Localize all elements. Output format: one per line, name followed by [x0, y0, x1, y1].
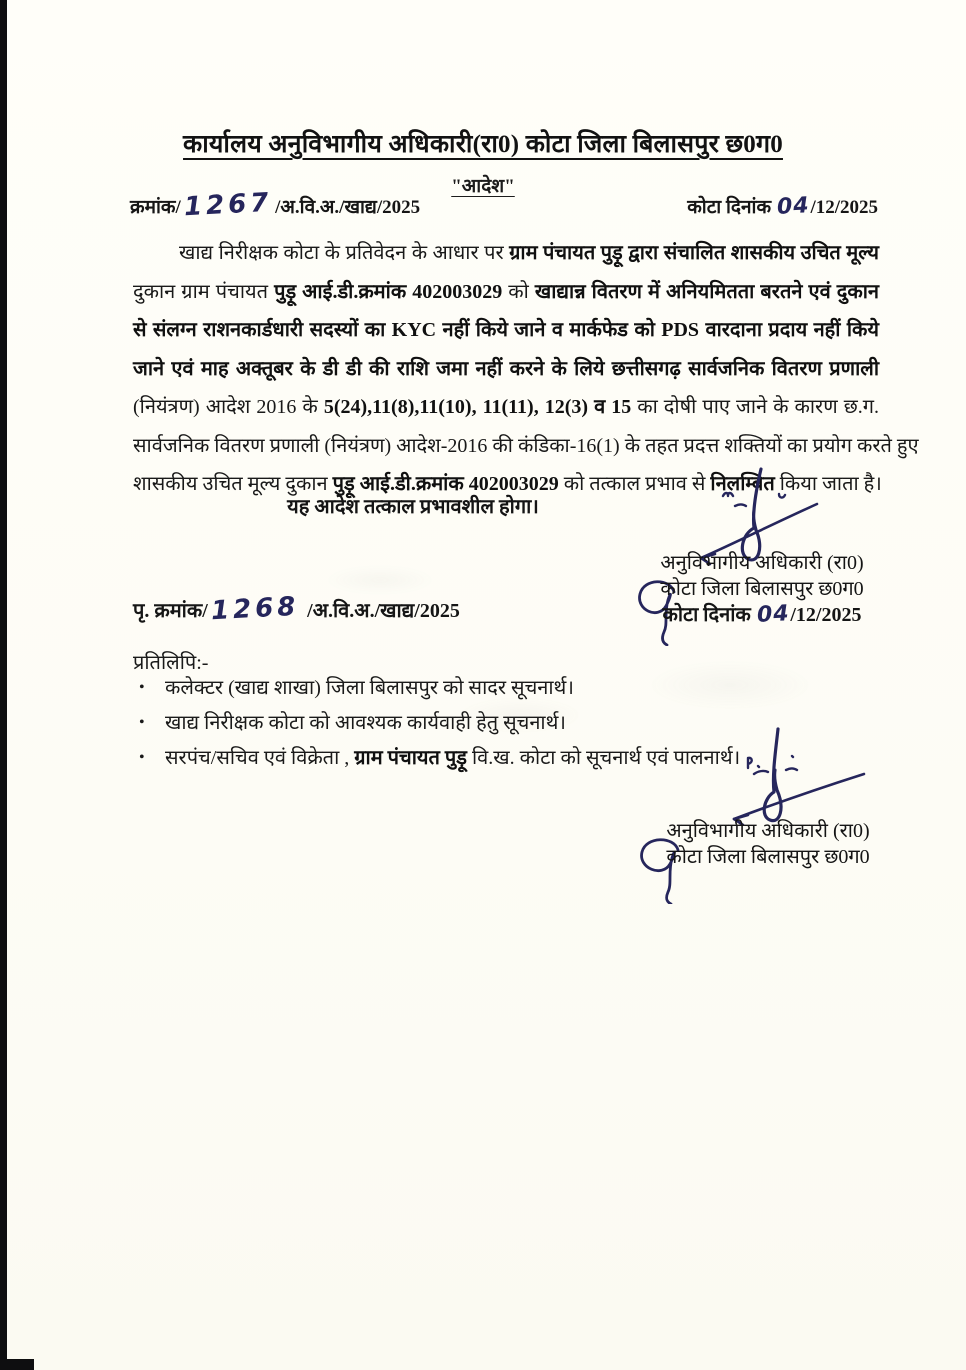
body-segment: पुड़ू आई.डी.क्रमांक 402003029 [274, 280, 503, 303]
body-segment: किया जाता है। [774, 473, 882, 495]
endorsement-suffix: /अ.वि.अ./खाद्य/2025 [307, 600, 460, 622]
copy-segment: कलेक्टर (खाद्य शाखा) जिला बिलासपुर को सादर सूचनार्थ। [165, 677, 574, 699]
bullet-icon: • [139, 749, 145, 766]
reference-number [130, 187, 421, 223]
order-heading-text: "आदेश" [451, 176, 515, 197]
order-body-paragraph [133, 234, 919, 504]
copy-recipient-text [165, 711, 566, 735]
body-segment: को तत्काल प्रभाव से [558, 473, 711, 495]
body-line [133, 427, 919, 466]
body-line [133, 311, 879, 350]
scan-edge-bottom [0, 1359, 34, 1370]
copy-segment: वि.ख. कोटा को सूचनार्थ एवं पालनार्थ। [467, 747, 741, 769]
signature-date-day-handwritten: 04 [756, 601, 790, 628]
scan-edge-left [0, 0, 7, 1370]
body-segment: का दोषी पाए जाने के कारण छ.ग. [631, 396, 879, 418]
effective-immediately-line: यह आदेश तत्काल प्रभावशील होगा। [287, 496, 539, 518]
body-segment: निलम्बित [710, 473, 775, 495]
body-segment: को [502, 280, 535, 303]
endorsement-reference-row [133, 591, 460, 627]
reference-suffix: /अ.वि.अ./खाद्य/2025 [275, 197, 421, 218]
order-date-rest: /12/2025 [810, 197, 878, 218]
signatory-office: कोटा जिला बिलासपुर छ0ग0 [660, 578, 864, 600]
body-segment: खाद्य निरीक्षक कोटा के प्रतिवेदन के आधार पर [179, 242, 510, 264]
copy-recipient-item [139, 676, 799, 700]
body-line [133, 388, 879, 427]
signatory-designation: अनुविभागीय अधिकारी (रा0) [660, 552, 864, 574]
body-line [133, 273, 879, 312]
copy-recipient-item [139, 746, 799, 770]
copies-list [139, 676, 799, 781]
signature-block-1 [648, 550, 876, 628]
body-segment: सार्वजनिक वितरण प्रणाली (नियंत्रण) आदेश-2016 की कंडिका-16(1) के तहत प्रदत्त शक्तियों का प्रयोग करते हुए [133, 434, 919, 457]
scan-smudge [300, 560, 460, 600]
signatory-office: कोटा जिला बिलासपुर छ0ग0 [666, 846, 870, 868]
signature-date-line [648, 602, 876, 628]
document-title: कार्यालय अनुविभागीय अधिकारी(रा0) कोटा जिला बिलासपुर छ0ग0 [183, 131, 783, 158]
body-segment: 5(24),11(8),11(10), 11(11), 12(3) व 15 [323, 396, 632, 418]
body-segment: ग्राम पंचायत पुड़ू द्वारा संचालित शासकीय उचित मूल्य [509, 242, 879, 264]
signature-scribble-2 [728, 726, 873, 826]
copies-label: प्रतिलिपि:- [133, 652, 209, 674]
signature-block-2 [652, 818, 884, 870]
endorsement-number-handwritten: 1268 [210, 591, 300, 627]
bullet-icon: • [139, 714, 145, 731]
reference-number-handwritten: 1267 [183, 187, 273, 223]
copy-segment: ग्राम पंचायत पुड़ू [354, 747, 467, 769]
order-date-day-handwritten: 04 [776, 193, 811, 220]
copy-segment: खाद्य निरीक्षक कोटा को आवश्यक कार्यवाही हेतु सूचनार्थ। [165, 712, 566, 734]
body-line [133, 234, 879, 273]
signature-date-label: कोटा दिनांक [662, 604, 756, 626]
reference-prefix: क्रमांक/ [130, 197, 181, 218]
copy-segment: सरपंच/सचिव एवं विक्रेता , [165, 747, 355, 769]
body-line [133, 350, 879, 389]
copy-recipient-item [139, 711, 799, 735]
signatory-designation: अनुविभागीय अधिकारी (रा0) [666, 820, 870, 842]
body-segment: (नियंत्रण) आदेश 2016 के [133, 396, 324, 418]
endorsement-prefix: पृ. क्रमांक/ [133, 600, 208, 622]
order-date [687, 193, 878, 219]
signature-date-rest: /12/2025 [790, 604, 862, 626]
body-segment: शासकीय उचित मूल्य दुकान [133, 473, 333, 495]
bullet-icon: • [139, 679, 145, 696]
body-segment: से संलग्न राशनकार्डधारी सदस्यों का KYC नहीं किये जाने व मार्कफेड को PDS वारदाना प्रदाय नहीं किये [133, 319, 879, 341]
body-segment: खाद्यान्न वितरण में अनियमितता बरतने एवं दुकान [534, 280, 880, 303]
body-segment: जाने एवं माह अक्तूबर के डी डी की राशि जमा नहीं करने के लिये छत्तीसगढ़ सार्वजनिक वितरण प्रणाली [133, 357, 879, 380]
order-date-label: कोटा दिनांक [687, 197, 772, 218]
copy-recipient-text [165, 746, 740, 770]
body-segment: दुकान ग्राम पंचायत [133, 280, 275, 303]
reference-row [130, 187, 878, 223]
body-segment: पुड़ू आई.डी.क्रमांक 402003029 [332, 473, 559, 495]
copy-recipient-text [165, 676, 574, 700]
